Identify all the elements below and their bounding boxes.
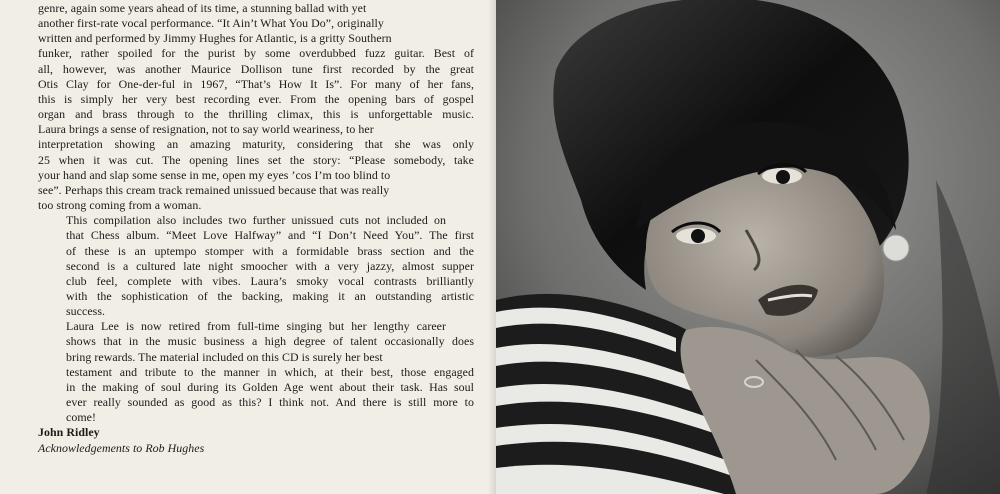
pearl-earring <box>883 235 909 261</box>
author-name: John Ridley <box>38 425 100 440</box>
text-line: another first-rate vocal performance. “It Ain’t What You Do”, originally <box>38 16 384 31</box>
text-line: come! <box>66 410 96 425</box>
liner-notes-body <box>38 1 474 425</box>
right-pupil <box>776 170 790 184</box>
body-paragraph <box>38 319 474 425</box>
text-line: written and performed by Jimmy Hughes for Atlantic, is a gritty Southern <box>38 31 392 46</box>
body-paragraph <box>38 213 474 319</box>
text-line: Laura Lee is now retired from full-time singing but her lengthy career <box>66 319 446 334</box>
text-line: this is simply her very best recording ever. From the opening bars of gospel <box>38 91 474 106</box>
text-line: ever really sounded as good as this? I think not. And there is still more to <box>66 395 474 410</box>
text-line: club feel, complete with vibes. Laura’s smoky vocal contrasts brilliantly <box>66 273 474 288</box>
text-line: Otis Clay for One-der-ful in 1967, “That’s How It Is”. For many of her fans, <box>38 76 474 91</box>
portrait-photo-page <box>496 0 1000 494</box>
text-line: Laura brings a sense of resignation, not to say world weariness, to her <box>38 122 374 137</box>
text-line: too strong coming from a woman. <box>38 198 202 213</box>
text-line: 25 when it was cut. The opening lines set the story: “Please somebody, take <box>38 152 474 167</box>
liner-notes-page <box>0 0 496 494</box>
text-line: testament and tribute to the manner in which, at their best, those engaged <box>66 364 474 379</box>
text-line: see”. Perhaps this cream track remained unissued because that was really <box>38 182 390 197</box>
text-line: genre, again some years ahead of its time, a stunning ballad with yet <box>38 1 367 15</box>
text-line: interpretation showing an amazing maturity, considering that she was only <box>38 137 474 152</box>
left-pupil <box>691 229 705 243</box>
text-line: all, however, was another Maurice Dollison tune first recorded by the great <box>38 61 474 76</box>
text-line: bring rewards. The material included on this CD is surely her best <box>66 349 383 364</box>
text-line: This compilation also includes two further unissued cuts not included on <box>66 213 446 228</box>
text-line: of these is an uptempo stomper with a formidable brass section and the <box>66 243 474 258</box>
text-line: funker, rather spoiled for the purist by some overdubbed fuzz guitar. Best of <box>38 46 474 61</box>
text-line: shows that in the music business a high degree of talent occasionally does <box>66 334 474 349</box>
text-line: second is a cultured late night smoocher with a very jazzy, almost supper <box>66 258 474 273</box>
portrait-photo <box>496 0 1000 494</box>
body-paragraph <box>38 1 474 213</box>
acknowledgement-line: Acknowledgements to Rob Hughes <box>38 440 205 455</box>
text-line: in the making of soul during its Golden Age went about their task. Has soul <box>66 379 474 394</box>
text-line: that Chess album. “Meet Love Halfway” and “I Don’t Need You”. The first <box>66 228 474 243</box>
text-line: success. <box>66 304 106 319</box>
text-line: with the sophistication of the backing, making it an outstanding artistic <box>66 288 474 303</box>
text-line: organ and brass through to the thrilling climax, this is unforgettable music. <box>38 107 474 122</box>
text-line: your hand and slap some sense in me, open my eyes ’cos I’m too blind to <box>38 167 391 182</box>
